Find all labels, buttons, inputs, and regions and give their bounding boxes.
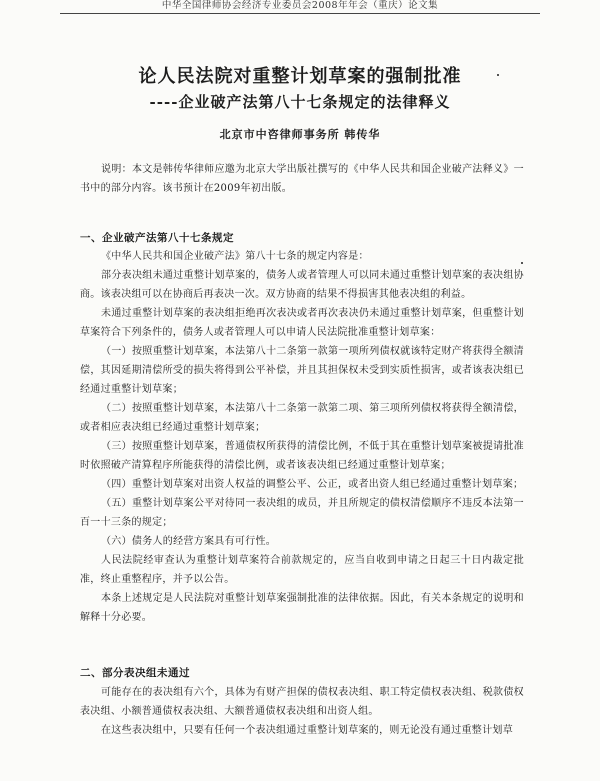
paragraph: （六）债务人的经营方案具有可行性。 (101, 536, 277, 547)
paragraph: （五）重整计划草案公平对待同一表决组的成员，并且所规定的债权清偿顺序不违反本法第一百一十三条的规定； (80, 498, 524, 528)
paragraph: 《中华人民共和国企业破产法》第八十七条的规定内容是： (101, 251, 369, 262)
paragraph: 可能存在的表决组有六个，具体为有财产担保的债权表决组、职工特定债权表决组、税款债权表决组、小额普通债权表决组、大额普通债权表决组和出资人组。 (80, 687, 524, 717)
paragraph: （一）按照重整计划草案，本法第八十二条第一款第一项所列债权就该特定财产将获得全额清偿，其因延期清偿所受的损失将得到公平补偿，并且其担保权未受到实质性损害，或者该表决组已经通过重整计划草案； (80, 346, 524, 395)
section-1-body (80, 247, 524, 627)
paragraph: 部分表决组未通过重整计划草案的，债务人或者管理人可以同未通过重整计划草案的表决组协商。该表决组可以在协商后再表决一次。双方协商的结果不得损害其他表决组的利益。 (80, 270, 524, 300)
section-heading-1: 一、企业破产法第八十七条规定 (80, 232, 234, 244)
paragraph: （四）重整计划草案对出资人权益的调整公平、公正，或者出资人组已经通过重整计划草案； (101, 479, 524, 490)
paragraph: 未通过重整计划草案的表决组拒绝再次表决或者再次表决仍未通过重整计划草案，但重整计划草案符合下列条件的，债务人或者管理人可以申请人民法院批准重整计划草案： (80, 308, 524, 338)
section-heading-2: 二、部分表决组未通过 (80, 667, 190, 679)
paragraph: 在这些表决组中，只要有任何一个表决组通过重整计划草案的，则无论没有通过重整计划草 (101, 725, 513, 736)
paragraph: 本条上述规定是人民法院对重整计划草案强制批准的法律依据。因此，有关本条规定的说明和解释十分必要。 (80, 593, 524, 623)
paragraph: （三）按照重整计划草案，普通债权所获得的清偿比例，不低于其在重整计划草案被提请批准时依照破产清算程序所能获得的清偿比例，或者该表决组已经通过重整计划草案； (80, 441, 524, 471)
author-line: 北京市中咨律师事务所 韩传华 (219, 128, 381, 141)
section-2-body (80, 683, 524, 740)
note-paragraph: 说明：本文是韩传华律师应邀为北京大学出版社撰写的《中华人民共和国企业破产法释义》一书中的部分内容。该书预计在2009年初出版。 (80, 164, 524, 194)
paragraph: 人民法院经审查认为重整计划草案符合前款规定的，应当自收到申请之日起三十日内裁定批准，终止重整程序，并予以公告。 (80, 555, 524, 585)
document-title: 论人民法院对重整计划草案的强制批准 (138, 66, 462, 87)
running-header: 中华全国律师协会经济专业委员会2008年年会（重庆）论文集 (60, 0, 540, 14)
document-subtitle: ----企业破产法第八十七条规定的法律释义 (149, 93, 451, 111)
paragraph: （二）按照重整计划草案，本法第八十二条第一款第二项、第三项所列债权将获得全额清偿，或者相应表决组已经通过重整计划草案； (80, 403, 524, 433)
